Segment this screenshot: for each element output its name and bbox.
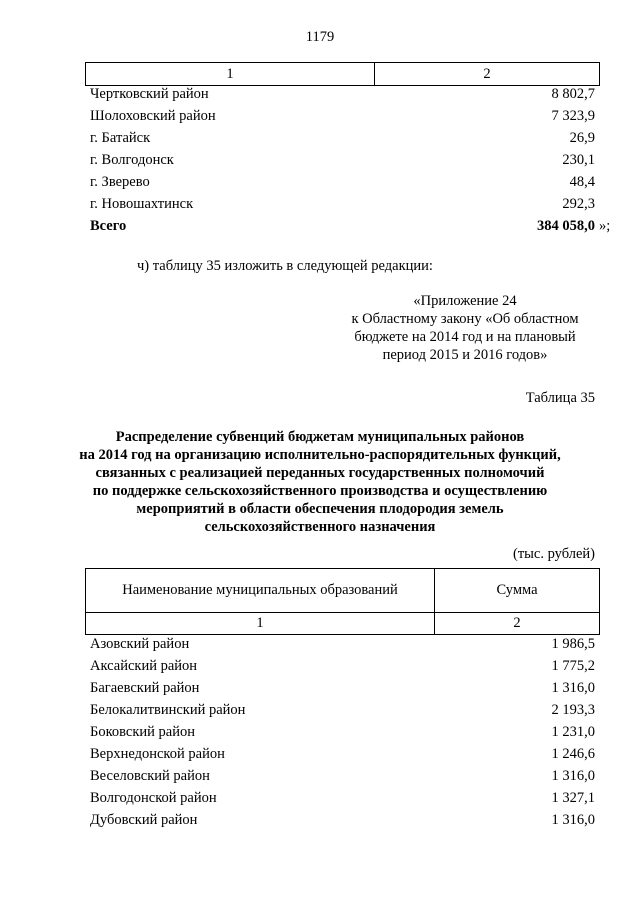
row-value: 7 323,9	[551, 108, 595, 124]
main-table-body	[90, 636, 595, 834]
row-name: Дубовский район	[90, 812, 198, 828]
row-name: Боковский район	[90, 724, 195, 740]
title-line: по поддержке сельскохозяйственного производства и осуществлению	[92, 483, 548, 499]
title-line: Распределение субвенций бюджетам муниципальных районов	[115, 429, 525, 445]
table-row	[90, 174, 595, 196]
units-label: (тыс. рублей)	[513, 546, 595, 562]
table-row	[90, 130, 595, 152]
row-value: 230,1	[562, 152, 595, 168]
page-number: 1179	[305, 29, 335, 45]
title-line: сельскохозяйственного назначения	[204, 519, 436, 535]
top-table-col1: 1	[86, 63, 375, 86]
row-name: Волгодонской район	[90, 790, 217, 806]
row-value: 1 316,0	[551, 680, 595, 696]
total-suffix: »;	[599, 218, 611, 234]
main-table-col2: 2	[435, 613, 600, 635]
table-row	[90, 746, 595, 768]
row-name: Азовский район	[90, 636, 190, 652]
row-value: 292,3	[562, 196, 595, 212]
title-line: на 2014 год на организацию исполнительно-распорядительных функций,	[79, 447, 561, 463]
top-table-header	[85, 62, 600, 86]
table-row	[90, 196, 595, 218]
table-row	[90, 724, 595, 746]
table-name: Таблица 35	[525, 390, 595, 406]
main-table-col1: 1	[86, 613, 435, 635]
top-table-col2: 2	[375, 63, 600, 86]
annex-line: «Приложение 24	[413, 293, 517, 309]
row-name: Чертковский район	[90, 86, 209, 102]
row-value: 26,9	[569, 130, 595, 146]
row-value: 1 986,5	[551, 636, 595, 652]
annex-line: к Областному закону «Об областном	[351, 311, 579, 327]
document-title	[0, 428, 640, 536]
row-name: Верхнедонской район	[90, 746, 225, 762]
row-name: Веселовский район	[90, 768, 210, 784]
top-table-body	[90, 86, 595, 240]
row-value: 1 316,0	[551, 812, 595, 828]
table-row	[90, 768, 595, 790]
row-value: 1 316,0	[551, 768, 595, 784]
main-table-header	[85, 568, 600, 635]
row-value: 8 802,7	[551, 86, 595, 102]
row-value: 2 193,3	[551, 702, 595, 718]
table-row	[90, 658, 595, 680]
annex-line: бюджете на 2014 год и на плановый	[354, 329, 576, 345]
table-row	[90, 812, 595, 834]
row-value: 48,4	[569, 174, 595, 190]
row-name: г. Зверево	[90, 174, 150, 190]
table-row	[90, 636, 595, 658]
row-name: Багаевский район	[90, 680, 200, 696]
paragraph: ч) таблицу 35 изложить в следующей редакции:	[137, 258, 433, 274]
header-municipality: Наименование муниципальных образований	[86, 569, 435, 613]
row-name: г. Батайск	[90, 130, 151, 146]
annex-line: период 2015 и 2016 годов»	[382, 347, 548, 363]
row-name: г. Новошахтинск	[90, 196, 194, 212]
table-row	[90, 86, 595, 108]
row-value: 1 246,6	[551, 746, 595, 762]
table-row	[90, 152, 595, 174]
row-name: Белокалитвинский район	[90, 702, 246, 718]
title-line: связанных с реализацией переданных государственных полномочий	[95, 465, 545, 481]
row-value: 1 775,2	[551, 658, 595, 674]
table-row	[90, 680, 595, 702]
header-sum: Сумма	[435, 569, 600, 613]
annex-reference	[320, 292, 610, 364]
row-name: Шолоховский район	[90, 108, 216, 124]
table-row	[90, 702, 595, 724]
row-name: г. Волгодонск	[90, 152, 174, 168]
row-value: 1 327,1	[551, 790, 595, 806]
row-value: 1 231,0	[551, 724, 595, 740]
table-row	[90, 790, 595, 812]
total-row	[90, 218, 595, 240]
table-row	[90, 108, 595, 130]
total-label: Всего	[90, 218, 127, 234]
title-line: мероприятий в области обеспечения плодородия земель	[136, 501, 504, 517]
total-value: 384 058,0	[537, 218, 595, 234]
row-name: Аксайский район	[90, 658, 198, 674]
